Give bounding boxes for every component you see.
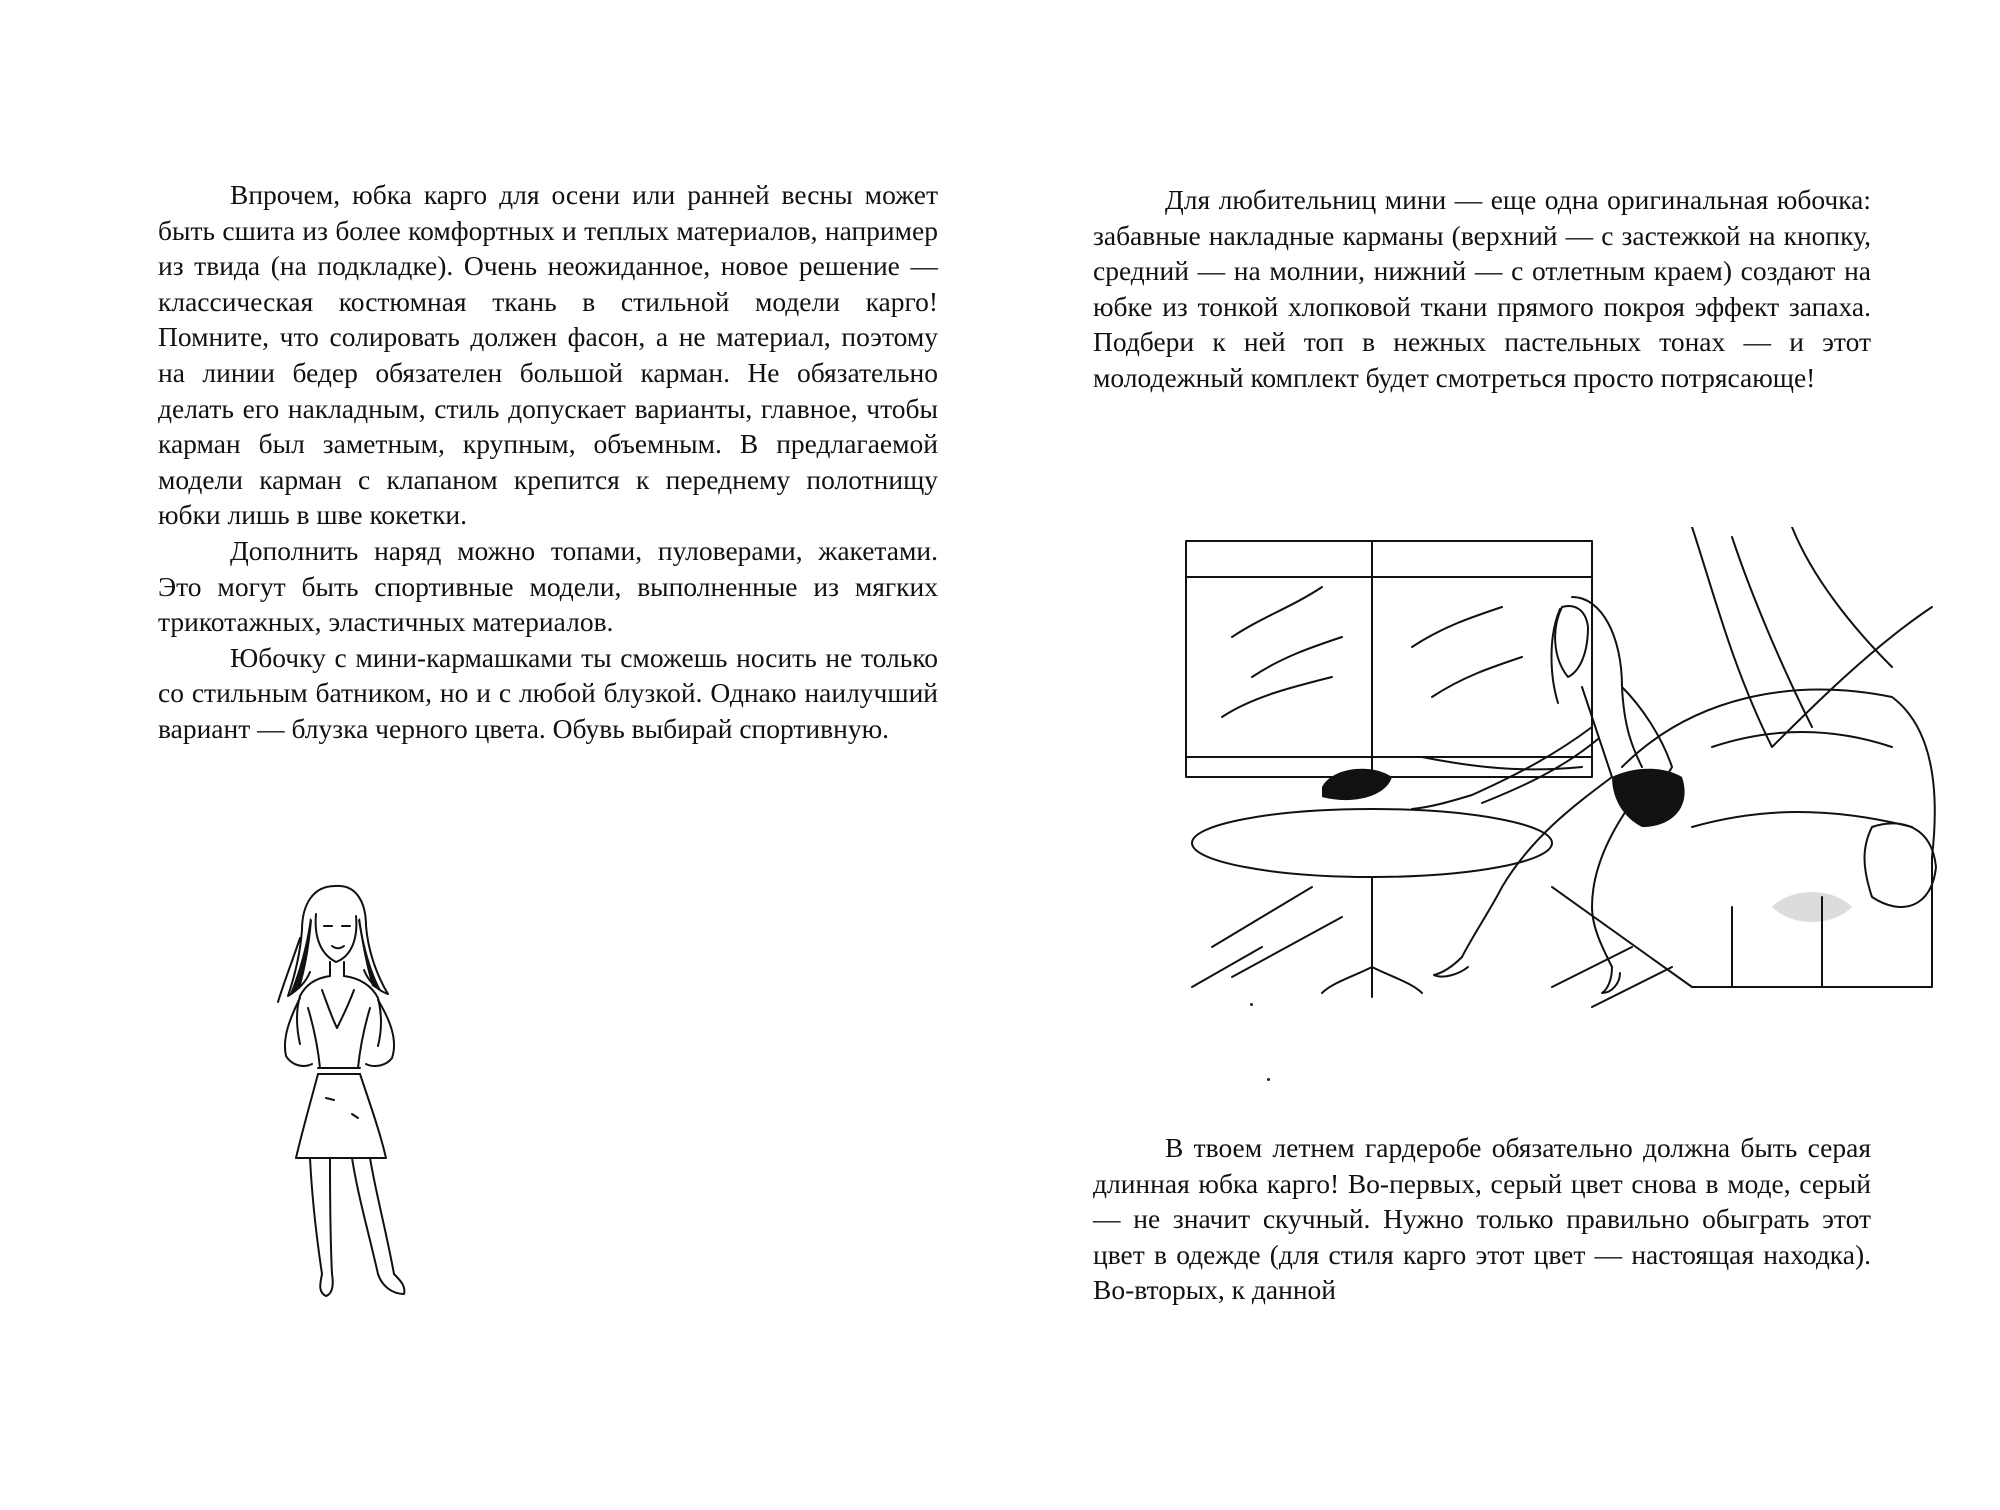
paragraph: Впрочем, юбка карго для осени или ранней весны может быть сшита из более комфортных и теплых материалов, например из твида (на подкладке). Очень неожиданное, новое решение — классическая костюмная ткань в стильной модели карго! Помните, что солировать должен фасон, а не материал, поэтому на линии бедер обязателен большой карман. Не обязательно делать его накладным, стиль допускает варианты, главное, чтобы карман был заметным, крупным, объемным. В предлагаемой модели карман с клапаном крепится к переднему полотнищу юбки лишь в шве кокетки. <box>158 179 938 531</box>
right-page-bottom-text <box>1093 1130 1871 1308</box>
paragraph: Дополнить наряд можно топами, пуловерами, жакетами. Это могут быть спортивные модели, выполненные из мягких трикотажных, эластичных материалов. <box>158 534 938 638</box>
standing-woman-illustration <box>240 878 452 1308</box>
woman-on-sofa-illustration <box>1172 527 1940 1015</box>
scan-speck <box>1250 1003 1253 1006</box>
right-page <box>1000 0 2000 1510</box>
paragraph: Для любительниц мини — еще одна оригинальная юбочка: забавные накладные карманы (верхний — с застежкой на кнопку, средний — на молнии, нижний — с отлетным краем) создают на юбке из тонкой хлопковой ткани прямого покроя эффект запаха. Подбери к ней топ в нежных пастельных тонах — и этот молодежный комплект будет смотреться просто потрясающе! <box>1093 184 1871 393</box>
right-page-top-text <box>1093 182 1871 396</box>
paragraph: В твоем летнем гардеробе обязательно должна быть серая длинная юбка карго! Во-первых, серый цвет снова в моде, серый — не значит скучный. Нужно только правильно обыграть этот цвет в одежде (для стиля карго этот цвет — настоящая находка). Во-вторых, к данной <box>1093 1132 1871 1306</box>
left-page-text <box>158 177 938 747</box>
paragraph: Юбочку с мини-кармашками ты сможешь носить не только со стильным батником, но и с любой блузкой. Однако наилучший вариант — блузка черного цвета. Обувь выбирай спортивную. <box>158 641 938 744</box>
scan-speck <box>1267 1078 1270 1081</box>
